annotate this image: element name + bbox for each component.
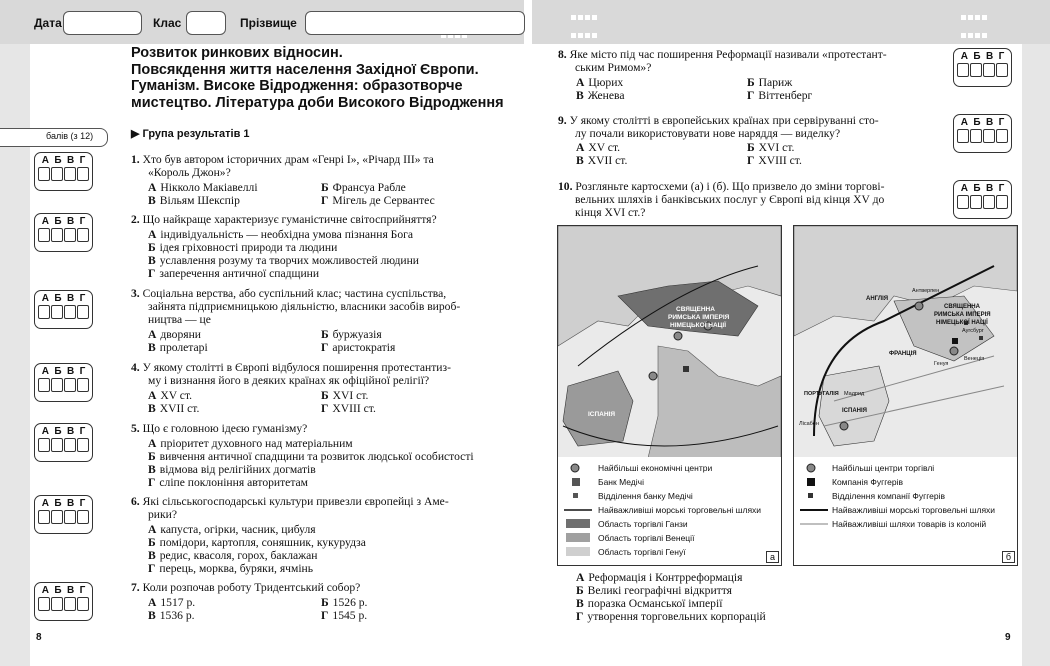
map-b-label-france: ФРАНЦІЯ <box>889 351 917 357</box>
question-4: 4. У якому столітті в Європі відбулося поширення протестантиз- му і визнання його в деяких країнах як офіційної релігії? <box>131 361 451 388</box>
answer-box-q7[interactable]: А Б В Г <box>34 582 93 621</box>
map-b <box>793 225 1018 459</box>
map-b-label-augsburg: Аугсбург <box>962 328 984 334</box>
group-heading: ▶ Група результатів 1 <box>131 128 250 140</box>
map-a <box>557 225 782 459</box>
q3-option-a[interactable]: А дворяни <box>148 328 202 341</box>
q9-option-d[interactable]: Г XVIII ст. <box>747 154 802 167</box>
q5-option-b[interactable]: Б вивчення античної спадщини та розвиток людської особистості <box>148 450 474 463</box>
page-number-left: 8 <box>36 632 42 643</box>
q8-option-a[interactable]: А Цюрих <box>576 76 624 89</box>
map-b-label-madrid: Мадрид <box>844 391 865 397</box>
question-2: 2. Що найкраще характеризує гуманістичне світосприйняття? <box>131 213 437 226</box>
q1-option-c[interactable]: В Вільям Шекспір <box>148 194 240 207</box>
question-10: 10. Розгляньте картосхеми (а) і (б). Що призвело до зміни торгові- вельних шляхів і банківських послуг у Європі від кінця XV до кінця XVI ст.? <box>558 180 885 220</box>
score-label: балів (з 12) <box>46 131 94 141</box>
page-title: Розвиток ринкових відносин. Повсякдення життя населення Західної Європи. Гуманізм. Високе Відродження: образотворче мистецтво. Література доби Високого Відродження <box>131 45 504 111</box>
q1-option-b[interactable]: Б Франсуа Рабле <box>321 181 406 194</box>
q9-option-c[interactable]: В XVII ст. <box>576 154 628 167</box>
q6-option-d[interactable]: Г перець, морква, буряки, ячмінь <box>148 562 314 575</box>
answer-box-q10[interactable]: А Б В Г <box>953 180 1012 219</box>
q1-option-a[interactable]: А Нікколо Макіавеллі <box>148 181 258 194</box>
map-a-letter: а <box>766 551 779 563</box>
genoa-area-icon <box>566 547 590 557</box>
trade-center-icon <box>804 463 818 473</box>
q7-option-b[interactable]: Б 1526 р. <box>321 596 368 609</box>
map-b-label-lisbon: Лісабон <box>799 421 819 427</box>
q10-option-c[interactable]: В поразка Османської імперії <box>576 597 723 610</box>
map-b-label-england: АНГЛІЯ <box>866 296 889 302</box>
q3-option-d[interactable]: Г аристократія <box>321 341 396 354</box>
triangle-icon: ▶ <box>131 128 140 140</box>
economic-center-icon <box>568 463 582 473</box>
map-a-label-spain: ІСПАНІЯ <box>588 411 616 418</box>
answer-box-q5[interactable]: А Б В Г <box>34 423 93 462</box>
map-a-label-empire3: НІМЕЦЬКОЇ НАЦІЇ <box>670 322 727 329</box>
legend-a-item-4: Найважливіші морські торговельні шляхи <box>598 505 762 515</box>
map-b-label-portugal: ПОРТУГАЛІЯ <box>804 391 839 397</box>
q8-option-b[interactable]: Б Париж <box>747 76 793 89</box>
question-1: 1. Хто був автором історичних драм «Генрі І», «Річард ІІІ» та «Король Джон»? <box>131 153 434 180</box>
question-9: 9. У якому столітті в європейських країнах при сервіруванні сто- лу почали використовувати нове наряддя — виделку? <box>558 114 879 141</box>
venice-area-icon <box>566 533 590 543</box>
q4-option-d[interactable]: Г XVIII ст. <box>321 402 376 415</box>
q6-option-c[interactable]: В редис, квасоля, горох, баклажан <box>148 549 318 562</box>
answer-box-q4[interactable]: А Б В Г <box>34 363 93 402</box>
q4-option-c[interactable]: В XVII ст. <box>148 402 200 415</box>
legend-b-item-4: Найважливіші морські торговельні шляхи <box>832 505 996 515</box>
question-7: 7. Коли розпочав роботу Тридентський собор? <box>131 581 361 594</box>
q2-option-d[interactable]: Г заперечення античної спадщини <box>148 267 320 280</box>
answer-box-q8[interactable]: А Б В Г <box>953 48 1012 87</box>
map-a-drawing <box>558 226 781 458</box>
legend-b-item-5: Найважливіші шляхи товарів із колоній <box>832 519 987 529</box>
legend-b <box>793 457 1018 566</box>
question-6: 6. Які сільськогосподарські культури привезли європейці з Аме- рики? <box>131 495 449 522</box>
map-b-drawing <box>794 226 1017 458</box>
fugger-branch-icon <box>808 491 814 501</box>
surname-label: Прізвище <box>240 16 297 30</box>
q3-option-b[interactable]: Б буржуазія <box>321 328 382 341</box>
question-3: 3. Соціальна верства, або суспільний клас; частина суспільства, зайнята підприємницькою діяльністю, власники засобів вироб- ництва — це <box>131 287 461 327</box>
map-b-label-empire1: СВЯЩЕННА <box>944 304 980 310</box>
map-b-letter: б <box>1002 551 1015 563</box>
class-label: Клас <box>153 16 182 30</box>
branch-icon <box>573 491 579 501</box>
answer-box-q2[interactable]: А Б В Г <box>34 213 93 252</box>
q1-option-d[interactable]: Г Мігель де Сервантес <box>321 194 435 207</box>
legend-b-item-1: Найбільші центри торгівлі <box>832 463 935 473</box>
q7-option-d[interactable]: Г 1545 р. <box>321 609 368 622</box>
legend-a-item-3: Відділення банку Медічі <box>598 491 693 501</box>
q7-option-a[interactable]: А 1517 р. <box>148 596 196 609</box>
question-8: 8. Яке місто під час поширення Реформації називали «протестант- ським Римом»? <box>558 48 887 75</box>
date-field[interactable] <box>63 11 142 35</box>
answer-box-q6[interactable]: А Б В Г <box>34 495 93 534</box>
q5-option-c[interactable]: В відмова від релігійних догматів <box>148 463 316 476</box>
legend-a-item-6: Область торгівлі Венеції <box>598 533 695 543</box>
q4-option-b[interactable]: Б XVI ст. <box>321 389 369 402</box>
class-field[interactable] <box>186 11 226 35</box>
q10-option-a[interactable]: А Реформація і Контрреформація <box>576 571 743 584</box>
map-b-label-spain: ІСПАНІЯ <box>842 408 867 414</box>
hanse-area-icon <box>566 519 590 529</box>
header-dots-right2 <box>960 8 1040 44</box>
score-box[interactable] <box>0 128 108 147</box>
answer-box-q1[interactable]: А Б В Г <box>34 152 93 191</box>
surname-field[interactable] <box>305 11 525 35</box>
page-number-right: 9 <box>1005 632 1011 643</box>
legend-a-item-1: Найбільші економічні центри <box>598 463 713 473</box>
answer-box-q9[interactable]: А Б В Г <box>953 114 1012 153</box>
legend-a-item-7: Область торгівлі Генуї <box>598 547 686 557</box>
question-5: 5. Що є головною ідеєю гуманізму? <box>131 422 308 435</box>
q9-option-a[interactable]: А XV ст. <box>576 141 621 154</box>
legend-b-item-2: Компанія Фуггерів <box>832 477 903 487</box>
q5-option-a[interactable]: А пріоритет духовного над матеріальним <box>148 437 353 450</box>
legend-a-item-2: Банк Медічі <box>598 477 644 487</box>
fugger-company-icon <box>806 477 816 487</box>
bank-icon <box>571 477 581 487</box>
q8-option-c[interactable]: В Женева <box>576 89 625 102</box>
date-label: Дата <box>34 16 62 30</box>
colony-route-icon <box>800 519 828 529</box>
map-a-label-empire2: РИМСЬКА ІМПЕРІЯ <box>668 314 730 321</box>
legend-a-item-5: Область торгівлі Ганзи <box>598 519 688 529</box>
map-b-label-empire2: РИМСЬКА ІМПЕРІЯ <box>934 312 991 318</box>
q8-option-d[interactable]: Г Віттенберг <box>747 89 813 102</box>
q9-option-b[interactable]: Б XVI ст. <box>747 141 795 154</box>
q10-option-d[interactable]: Г утворення торговельних корпорацій <box>576 610 766 623</box>
q2-option-b[interactable]: Б ідея гріховності природи та людини <box>148 241 338 254</box>
map-b-label-genoa: Генуя <box>934 361 949 367</box>
q3-option-c[interactable]: В пролетарі <box>148 341 208 354</box>
map-a-label-empire1: СВЯЩЕННА <box>676 306 715 313</box>
answer-box-q3[interactable]: А Б В Г <box>34 290 93 329</box>
header-dots-right <box>570 8 650 44</box>
q7-option-c[interactable]: В 1536 р. <box>148 609 195 622</box>
q2-option-a[interactable]: А індивідуальність — необхідна умова пізнання Бога <box>148 228 414 241</box>
q10-option-b[interactable]: Б Великі географічні відкриття <box>576 584 732 597</box>
legend-b-item-3: Відділення компанії Фуггерів <box>832 491 946 501</box>
sea-route-icon-b <box>800 505 828 515</box>
q4-option-a[interactable]: А XV ст. <box>148 389 193 402</box>
map-b-label-antwerp: Антверпен <box>912 288 940 294</box>
map-b-label-empire3: НІМЕЦЬКОЇ НАЦІЇ <box>936 320 988 326</box>
q5-option-d[interactable]: Г сліпе поклоніння авторитетам <box>148 476 309 489</box>
map-b-label-venice: Венеція <box>964 356 985 362</box>
legend-a <box>557 457 782 566</box>
q6-option-a[interactable]: А капуста, огірки, часник, цибуля <box>148 523 316 536</box>
q2-option-c[interactable]: В уславлення розуму та творчих можливостей людини <box>148 254 420 267</box>
right-margin-strip <box>1022 44 1050 666</box>
sea-route-icon <box>564 505 592 515</box>
q6-option-b[interactable]: Б помідори, картопля, соняшник, кукурудза <box>148 536 366 549</box>
